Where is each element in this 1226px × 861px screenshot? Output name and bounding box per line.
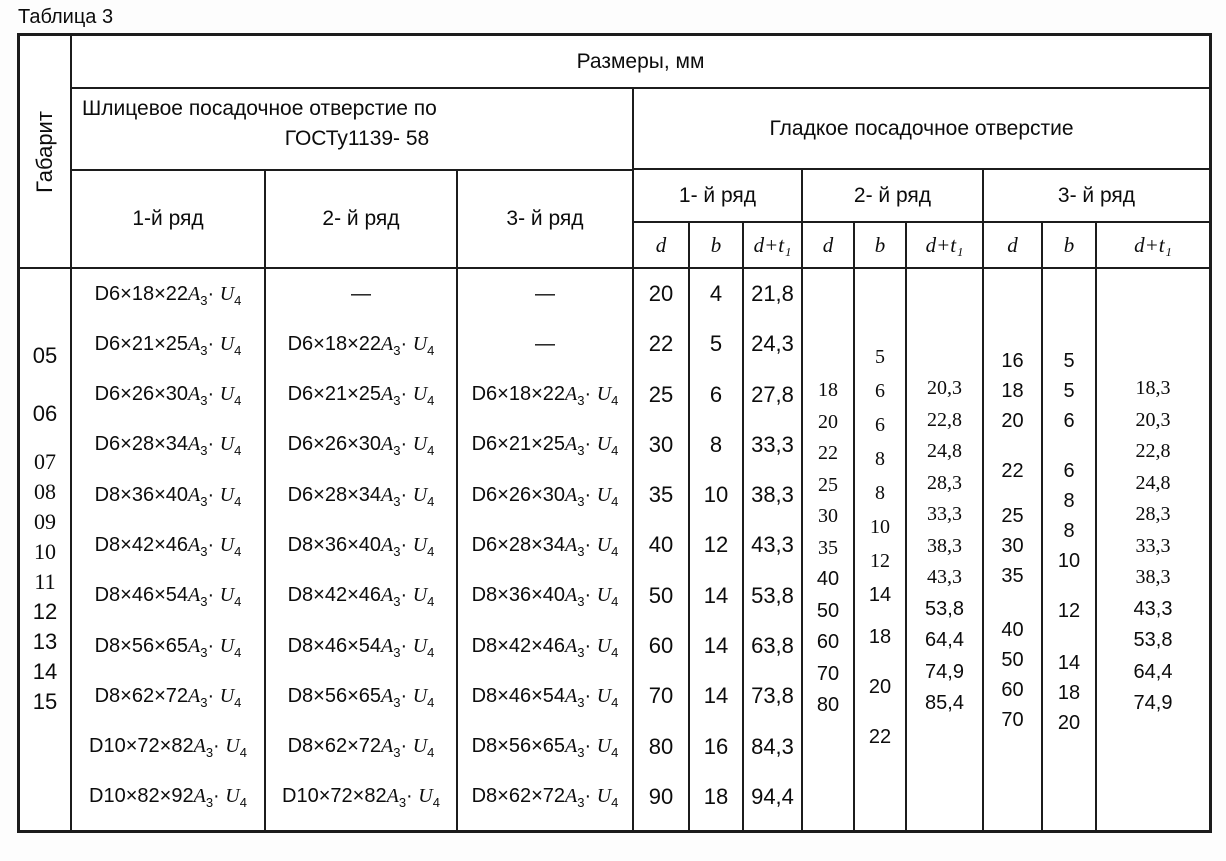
- col-header-b: b: [1043, 223, 1097, 267]
- dt1-value: 20,3: [927, 377, 962, 399]
- spline-designation: $D8\times 56\times 65A_3\cdot U_4$: [94, 634, 242, 660]
- d-value: 16: [1001, 350, 1024, 372]
- spline-designation: $D8\times 56\times 65A_3\cdot U_4$: [287, 684, 435, 710]
- gabarit-column: [20, 36, 72, 830]
- d-value: 60: [816, 631, 840, 653]
- spline-designation: —: [535, 282, 555, 305]
- b-value: 14: [703, 683, 729, 709]
- spline-designation: $D8\times 46\times 54A_3\cdot U_4$: [94, 584, 242, 610]
- spline-designation: $D8\times 46\times 54A_3\cdot U_4$: [471, 684, 619, 710]
- dt1-value: 28,3: [1135, 503, 1171, 525]
- d-value: 50: [1001, 649, 1024, 671]
- dt1-value: 43,3: [751, 532, 794, 558]
- ryad2-dt1-column: [907, 269, 984, 830]
- razmery-header: Размеры, мм: [72, 36, 1209, 89]
- dt1-value: 64,4: [1133, 660, 1173, 683]
- col-header-d: d: [803, 223, 855, 267]
- b-value: 6: [875, 380, 885, 402]
- dt1-value: 21,8: [751, 281, 794, 307]
- table-main: [72, 36, 1209, 830]
- gabarit-value: 11: [34, 569, 56, 594]
- b-value: 12: [870, 550, 890, 572]
- b-value: 8: [709, 431, 723, 457]
- spline-title-line1: Шлицевое посадочное отверстие по: [82, 97, 437, 120]
- gabarit-value: 10: [34, 539, 56, 564]
- dt1-value: 38,3: [1135, 566, 1171, 588]
- d-value: 80: [648, 733, 674, 759]
- dt1-value: 53,8: [751, 582, 794, 608]
- table-caption: Таблица 3: [18, 6, 114, 28]
- spline-col-header-2: 2- й ряд: [266, 171, 458, 267]
- dt1-value: 53,8: [925, 597, 964, 620]
- spline-section-title: [72, 89, 632, 171]
- b-value: 10: [1057, 550, 1081, 572]
- dt1-value: 22,8: [927, 408, 962, 431]
- spline-col-header-3: 3- й ряд: [506, 207, 584, 230]
- spline-designation: $D8\times 42\times 46A_3\cdot U_4$: [94, 533, 242, 559]
- b-value: 12: [703, 532, 729, 558]
- ryad2-b-column: [855, 269, 907, 830]
- col-header-b: b: [690, 223, 744, 267]
- dt1-value: 20,3: [1135, 408, 1171, 431]
- section-headers: [72, 89, 1209, 269]
- dt1-value: 53,8: [1133, 629, 1173, 651]
- spline-designation: $D8\times 62\times 72A_3\cdot U_4$: [287, 735, 435, 761]
- ryad2-d-column: [803, 269, 855, 830]
- spline-designation: $D6\times 26\times 30A_3\cdot U_4$: [471, 483, 619, 509]
- dt1-value: 33,3: [1135, 534, 1171, 557]
- b-value: 8: [1063, 490, 1075, 512]
- gabarit-value: 06: [32, 401, 58, 426]
- dt1-value: 73,8: [751, 683, 794, 709]
- b-value: 5: [1063, 380, 1075, 402]
- smooth-row-headers: [634, 170, 1209, 223]
- gabarit-value: 14: [32, 659, 58, 684]
- d-value: 20: [1001, 410, 1024, 432]
- b-value: 5: [709, 331, 723, 357]
- b-value: 6: [875, 414, 885, 436]
- d-value: 25: [818, 473, 838, 496]
- d-value: 90: [648, 783, 674, 809]
- ryad3-dt1-column: [1097, 269, 1209, 830]
- gabarit-values: [20, 269, 70, 830]
- d-value: 80: [816, 694, 840, 716]
- b-value: 10: [870, 516, 890, 538]
- col-header-d: d: [984, 223, 1043, 267]
- b-value: 18: [703, 783, 729, 809]
- smooth-row-header-2: 2- й ряд: [803, 170, 984, 221]
- b-value: 14: [1057, 652, 1081, 674]
- spline-designation: —: [535, 332, 555, 355]
- spline-designation: $D8\times 42\times 46A_3\cdot U_4$: [287, 584, 435, 610]
- dt1-value: 38,3: [751, 482, 794, 508]
- spline-designation: $D10\times 82\times 92A_3\cdot U_4$: [89, 785, 247, 811]
- d-value: 20: [648, 281, 674, 307]
- gabarit-value: 12: [32, 599, 58, 624]
- d-value: 35: [818, 536, 838, 559]
- b-value: 8: [875, 482, 885, 504]
- spline-designation: $D6\times 21\times 25A_3\cdot U_4$: [94, 332, 242, 358]
- b-value: 14: [703, 582, 729, 608]
- spline-designation: $D8\times 36\times 40A_3\cdot U_4$: [287, 533, 435, 559]
- ryad1-b-column: [690, 269, 744, 830]
- gabarit-label: Габарит: [32, 110, 58, 193]
- spline-designation: $D8\times 36\times 40A_3\cdot U_4$: [471, 584, 619, 610]
- spline-designation: $D10\times 72\times 82A_3\cdot U_4$: [282, 785, 440, 811]
- spline-designation: $D10\times 72\times 82A_3\cdot U_4$: [89, 735, 247, 761]
- spline-designation: $D6\times 21\times 25A_3\cdot U_4$: [471, 433, 619, 459]
- d-value: 70: [648, 683, 674, 709]
- col-header-dt1: d+t₁: [744, 223, 803, 267]
- b-value: 8: [875, 448, 885, 470]
- spline-designation: $D6\times 26\times 30A_3\cdot U_4$: [287, 433, 435, 459]
- spline-ryad2-column: [266, 269, 458, 830]
- ryad3-b-column: [1043, 269, 1097, 830]
- table-body: [72, 269, 1209, 830]
- spline-designation: $D6\times 18\times 22A_3\cdot U_4$: [94, 282, 242, 308]
- dt1-value: 94,4: [751, 783, 794, 809]
- dt1-value: 43,3: [1133, 597, 1173, 620]
- smooth-section: [634, 89, 1209, 267]
- d-value: 60: [1001, 679, 1024, 701]
- d-value: 22: [1001, 460, 1024, 482]
- b-value: 18: [1057, 682, 1081, 704]
- dt1-value: 24,8: [927, 440, 962, 462]
- spline-designation: —: [351, 282, 371, 305]
- dt1-value: 33,3: [751, 431, 794, 457]
- b-value: 10: [703, 482, 729, 508]
- b-value: 14: [868, 584, 892, 606]
- col-header-b: b: [855, 223, 907, 267]
- dt1-value: 43,3: [927, 566, 962, 588]
- ryad1-dt1-column: [744, 269, 803, 830]
- b-value: 5: [1063, 350, 1075, 372]
- b-value: 4: [709, 281, 723, 307]
- d-value: 30: [648, 431, 674, 457]
- dt1-value: 18,3: [1135, 377, 1171, 399]
- ryad3-d-column: [984, 269, 1043, 830]
- d-value: 20: [818, 410, 838, 433]
- d-value: 35: [1001, 565, 1024, 587]
- b-value: 6: [1063, 460, 1075, 482]
- col-header-dt1: d+t₁: [1134, 232, 1172, 257]
- d-value: 70: [1001, 709, 1024, 731]
- spline-designation: $D8\times 42\times 46A_3\cdot U_4$: [471, 634, 619, 660]
- spline-designation: $D6\times 18\times 22A_3\cdot U_4$: [471, 383, 619, 409]
- b-value: 12: [1057, 600, 1081, 622]
- d-value: 40: [816, 568, 840, 590]
- dt1-value: 33,3: [927, 503, 962, 525]
- b-value: 20: [868, 676, 892, 698]
- gabarit-header-cell: [20, 36, 70, 269]
- ryad1-d-column: [634, 269, 690, 830]
- b-value: 18: [868, 626, 892, 648]
- spline-designation: $D6\times 18\times 22A_3\cdot U_4$: [287, 332, 435, 358]
- smooth-section-title: Гладкое посадочное отверстие: [634, 89, 1209, 170]
- d-value: 22: [818, 442, 838, 464]
- dt1-value: 27,8: [751, 381, 794, 407]
- b-value: 5: [875, 346, 885, 368]
- d-value: 30: [1001, 535, 1024, 557]
- spline-ryad3-column: [458, 269, 634, 830]
- d-value: 70: [816, 662, 840, 685]
- gabarit-value: 07: [34, 449, 56, 474]
- dt1-value: 24,3: [751, 331, 794, 357]
- spline-designation: $D6\times 26\times 30A_3\cdot U_4$: [94, 383, 242, 409]
- d-value: 25: [1001, 505, 1024, 527]
- d-value: 40: [1001, 619, 1024, 641]
- gabarit-value: 09: [34, 509, 56, 534]
- smooth-row-header-1: 1- й ряд: [634, 170, 803, 221]
- dt1-value: 74,9: [925, 660, 964, 683]
- spline-designation: $D8\times 62\times 72A_3\cdot U_4$: [94, 684, 242, 710]
- dt1-value: 84,3: [751, 733, 794, 759]
- d-value: 60: [648, 633, 674, 659]
- gabarit-value: 05: [32, 343, 58, 368]
- b-value: 16: [703, 733, 729, 759]
- spline-section: [72, 89, 634, 267]
- spline-designation: $D8\times 62\times 72A_3\cdot U_4$: [471, 785, 619, 811]
- b-value: 6: [709, 381, 723, 407]
- spline-title-line2: ГОСТу1139- 58: [284, 127, 430, 150]
- spline-designation: $D6\times 28\times 34A_3\cdot U_4$: [287, 483, 435, 509]
- d-value: 50: [816, 599, 840, 622]
- b-value: 8: [1063, 520, 1075, 542]
- d-value: 25: [648, 381, 674, 407]
- dt1-value: 85,4: [925, 692, 964, 714]
- d-value: 35: [648, 482, 674, 508]
- b-value: 20: [1057, 712, 1081, 734]
- smooth-row-header-3: 3- й ряд: [1057, 183, 1136, 207]
- spline-designation: $D6\times 28\times 34A_3\cdot U_4$: [471, 533, 619, 559]
- spline-ryad1-column: [72, 269, 266, 830]
- spline-designation: $D6\times 21\times 25A_3\cdot U_4$: [287, 383, 435, 409]
- spline-col-header-1: 1-й ряд: [72, 171, 266, 267]
- dt1-value: 28,3: [927, 471, 962, 494]
- d-value: 30: [818, 505, 838, 527]
- b-value: 22: [868, 726, 892, 748]
- smooth-sub-headers: [634, 223, 1209, 267]
- dt1-value: 38,3: [927, 534, 962, 557]
- d-value: 18: [818, 379, 838, 401]
- spline-col-headers: [72, 171, 632, 267]
- col-header-d: d: [634, 223, 690, 267]
- d-value: 22: [648, 331, 674, 357]
- dt1-value: 24,8: [1135, 471, 1171, 494]
- spline-designation: $D8\times 36\times 40A_3\cdot U_4$: [94, 483, 242, 509]
- gabarit-value: 08: [34, 479, 56, 504]
- spline-designation: $D6\times 28\times 34A_3\cdot U_4$: [94, 433, 242, 459]
- d-value: 50: [648, 582, 674, 608]
- gabarit-value: 15: [32, 689, 58, 714]
- dimensions-table: [17, 33, 1212, 833]
- dt1-value: 74,9: [1133, 692, 1173, 714]
- spline-designation: $D8\times 56\times 65A_3\cdot U_4$: [471, 735, 619, 761]
- b-value: 6: [1063, 410, 1075, 432]
- d-value: 40: [648, 532, 674, 558]
- col-header-dt1: d+t₁: [907, 223, 984, 267]
- dt1-value: 64,4: [925, 629, 964, 651]
- d-value: 18: [1001, 380, 1024, 402]
- spline-designation: $D8\times 46\times 54A_3\cdot U_4$: [287, 634, 435, 660]
- b-value: 14: [703, 633, 729, 659]
- dt1-value: 22,8: [1135, 440, 1171, 462]
- dt1-value: 63,8: [751, 633, 794, 659]
- gabarit-value: 13: [32, 629, 58, 654]
